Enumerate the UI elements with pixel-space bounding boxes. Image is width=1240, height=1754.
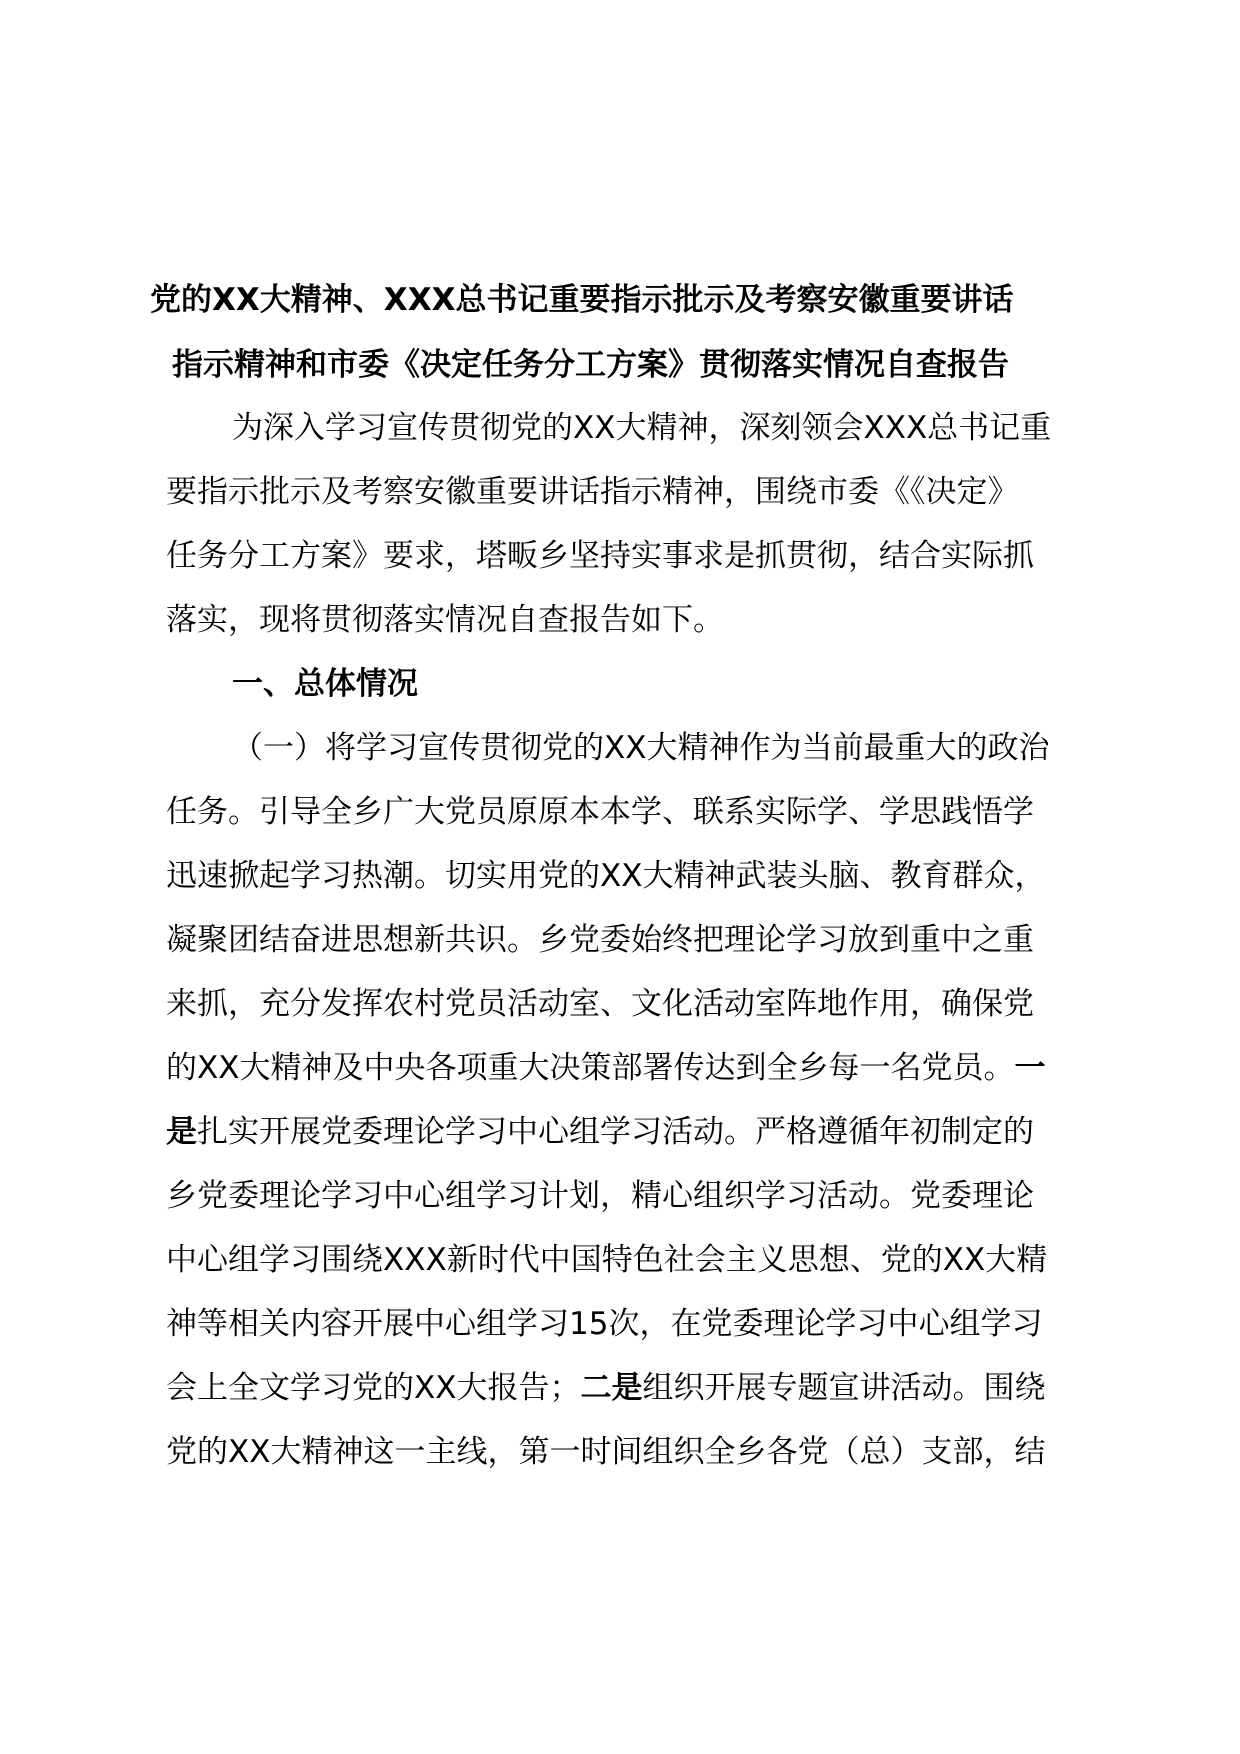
para1-line-11-bold: 二是	[580, 1370, 643, 1406]
document-title-line-1: 党的XX大精神、XXX总书记重要指示批示及考察安徽重要讲话	[150, 282, 1014, 318]
para1-line-7	[166, 1100, 1116, 1164]
para1-line-10: 神等相关内容开展中心组学习15次，在党委理论学习中心组学习	[166, 1306, 1043, 1342]
para1-line-2: 任务。引导全乡广大党员原原本本学、联系实际学、学思践悟学	[166, 794, 1034, 830]
para1-line-8: 乡党委理论学习中心组学习计划，精心组织学习活动。党委理论	[166, 1178, 1034, 1214]
para1-line-11-tail: 组织开展专题宣讲活动。围绕	[642, 1370, 1046, 1406]
intro-line-4: 落实，现将贯彻落实情况自查报告如下。	[166, 602, 724, 638]
para1-line-11	[166, 1356, 1116, 1420]
para1-line-6-bold: 一	[1014, 1050, 1046, 1086]
para1-line-3: 迅速掀起学习热潮。切实用党的XX大精神武装头脑、教育群众，	[166, 858, 1046, 894]
para1-line-6	[166, 1036, 1116, 1100]
para1-line-5: 来抓，充分发挥农村党员活动室、文化活动室阵地作用，确保党	[166, 986, 1034, 1022]
para1-line-7-bold: 是	[166, 1114, 197, 1150]
document-title-line-2: 指示精神和市委《决定任务分工方案》贯彻落实情况自查报告	[172, 347, 1009, 383]
para1-line-11-text: 会上全文学习党的XX大报告；	[166, 1370, 581, 1406]
section-heading-overview: 一、总体情况	[232, 666, 418, 702]
para1-line-1: （一）将学习宣传贯彻党的XX大精神作为当前最重大的政治	[232, 730, 1050, 766]
para1-line-4: 凝聚团结奋进思想新共识。乡党委始终把理论学习放到重中之重	[166, 922, 1034, 958]
intro-line-1: 为深入学习宣传贯彻党的XX大精神，深刻领会XXX总书记重	[232, 410, 1052, 446]
intro-line-2: 要指示批示及考察安徽重要讲话指示精神，围绕市委《《决定》	[166, 474, 1019, 510]
para1-line-7-text: 扎实开展党委理论学习中心组学习活动。严格遵循年初制定的	[197, 1114, 1034, 1150]
para1-line-9: 中心组学习围绕XXX新时代中国特色社会主义思想、党的XX大精	[166, 1242, 1048, 1278]
intro-line-3: 任务分工方案》要求，塔畈乡坚持实事求是抓贯彻，结合实际抓	[166, 538, 1034, 574]
para1-line-12: 党的XX大精神这一主线，第一时间组织全乡各党（总）支部，结	[166, 1434, 1046, 1470]
para1-line-6-text: 的XX大精神及中央各项重大决策部署传达到全乡每一名党员。	[166, 1050, 1015, 1086]
document-body	[166, 396, 1116, 1484]
